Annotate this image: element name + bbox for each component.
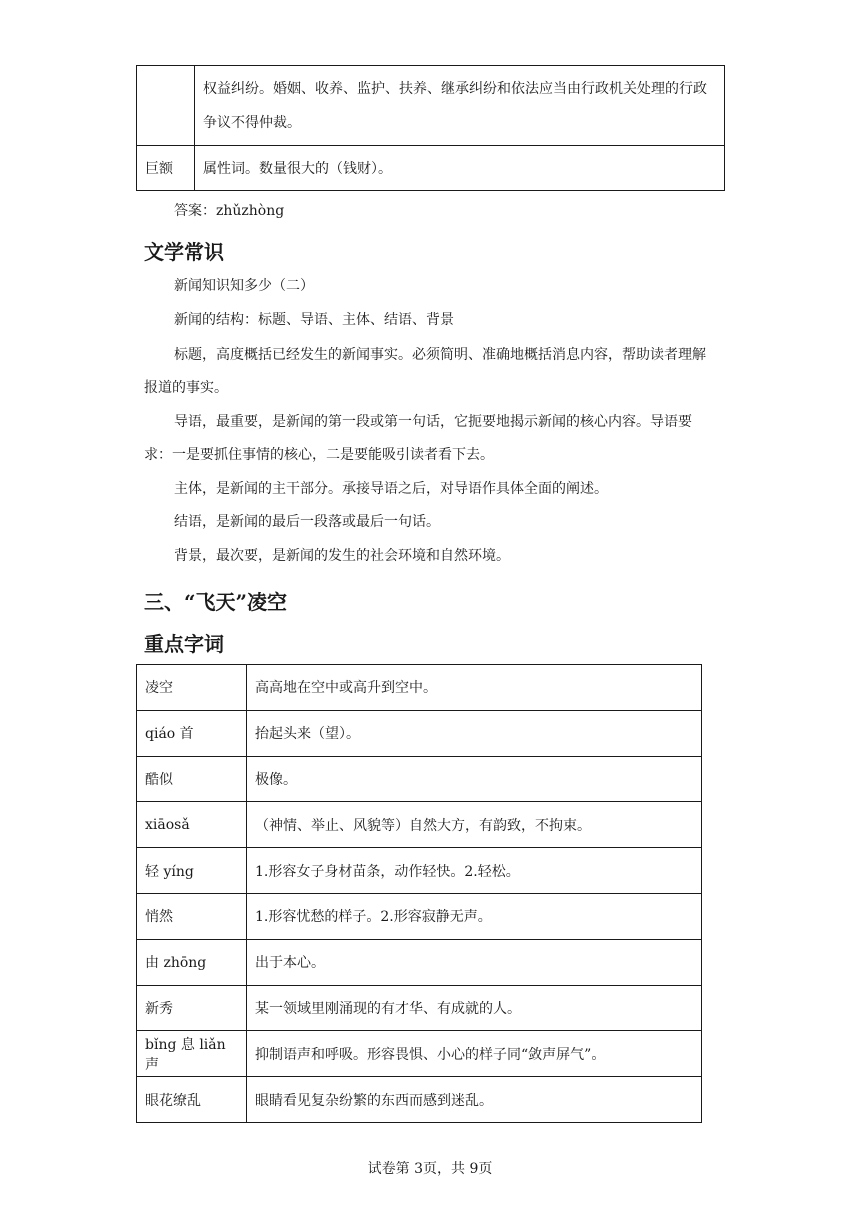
keywords-table [136, 664, 702, 1123]
definition-cell: 极像。 [247, 756, 702, 802]
table-row [137, 665, 702, 711]
paragraph-body: 主体，是新闻的主干部分。承接导语之后，对导语作具体全面的阐述。 [174, 481, 608, 497]
term-cell: 由 zhōng [137, 939, 247, 985]
term-cell: bǐng 息 liǎn 声 [137, 1031, 247, 1077]
news-subtitle: 新闻知识知多少（二） [174, 278, 314, 294]
term-cell: 巨额 [137, 146, 195, 191]
definition-cell: 出于本心。 [247, 939, 702, 985]
news-structure: 新闻的结构：标题、导语、主体、结语、背景 [174, 312, 454, 328]
table-row [137, 848, 702, 894]
paragraph-lead: 导语，最重要，是新闻的第一段或第一句话，它扼要地揭示新闻的核心内容。导语要求：一是要抓住事情的核心，二是要能吸引读者看下去。 [144, 414, 692, 463]
table-row [137, 939, 702, 985]
term-cell: qiáo 首 [137, 710, 247, 756]
term-cell: 凌空 [137, 665, 247, 711]
term-cell: 轻 yíng [137, 848, 247, 894]
definition-cell: 权益纠纷。婚姻、收养、监护、扶养、继承纠纷和依法应当由行政机关处理的行政争议不得仲裁。 [195, 66, 725, 146]
table-row [137, 66, 725, 146]
definition-cell: 高高地在空中或高升到空中。 [247, 665, 702, 711]
term-cell: 悄然 [137, 893, 247, 939]
term-cell: 眼花缭乱 [137, 1077, 247, 1123]
table-row [137, 756, 702, 802]
table-row [137, 893, 702, 939]
table-row [137, 802, 702, 848]
section-subheading-keywords: 重点字词 [144, 632, 224, 656]
definition-cell: 1.形容女子身材苗条，动作轻快。2.轻松。 [247, 848, 702, 894]
term-cell: xiāosǎ [137, 802, 247, 848]
table-row [137, 1077, 702, 1123]
paragraph-title: 标题，高度概括已经发生的新闻事实。必须简明、准确地概括消息内容，帮助读者理解报道的事实。 [144, 347, 706, 396]
table-row [137, 146, 725, 191]
answer-text: 答案：zhǔzhòng [174, 203, 285, 219]
definition-cell: 属性词。数量很大的（钱财）。 [195, 146, 725, 191]
table-row [137, 710, 702, 756]
section-heading-three: 三、“飞天”凌空 [144, 590, 288, 614]
paragraph-background: 背景，最次要，是新闻的发生的社会环境和自然环境。 [174, 548, 510, 564]
vocab-table-continued [136, 65, 725, 191]
term-cell: 新秀 [137, 985, 247, 1031]
definition-cell: 某一领域里刚涌现的有才华、有成就的人。 [247, 985, 702, 1031]
term-cell: 酷似 [137, 756, 247, 802]
definition-cell: 1.形容忧愁的样子。2.形容寂静无声。 [247, 893, 702, 939]
page-footer: 试卷第 3页，共 9页 [367, 1161, 493, 1177]
table-row [137, 1031, 702, 1077]
paragraph-ending: 结语，是新闻的最后一段落或最后一句话。 [174, 514, 440, 530]
definition-cell: 抑制语声和呼吸。形容畏惧、小心的样子同“敛声屏气”。 [247, 1031, 702, 1077]
section-heading-literature: 文学常识 [144, 240, 224, 264]
definition-cell: （神情、举止、风貌等）自然大方，有韵致，不拘束。 [247, 802, 702, 848]
definition-cell: 眼睛看见复杂纷繁的东西而感到迷乱。 [247, 1077, 702, 1123]
table-row [137, 985, 702, 1031]
definition-cell: 抬起头来（望）。 [247, 710, 702, 756]
term-cell [137, 66, 195, 146]
